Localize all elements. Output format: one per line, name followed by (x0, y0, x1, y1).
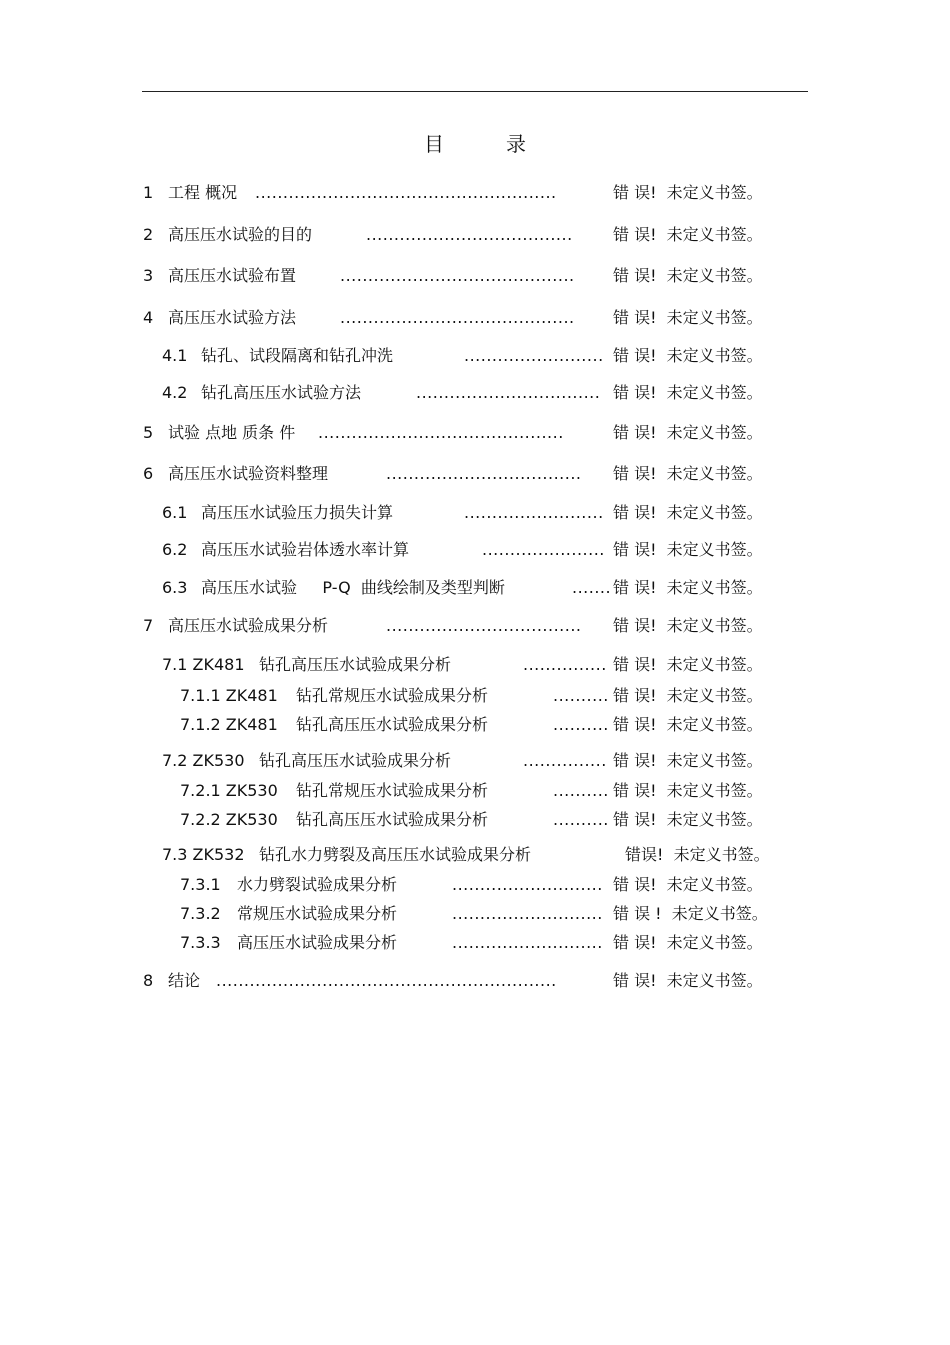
toc-number: 7.1 ZK481 (162, 655, 245, 674)
toc-entry[interactable] (0, 614, 950, 638)
toc-label: 高压压水试验的目的 (168, 225, 313, 244)
toc-page-ref: 错 误! 未定义书签。 (613, 715, 763, 734)
toc-label: 试验 点地 质条 件 (168, 423, 296, 442)
toc-entry[interactable] (0, 421, 950, 445)
toc-label: 钻孔常规压水试验成果分析 (296, 781, 489, 800)
toc-number: 6 (143, 464, 154, 483)
toc-entry[interactable] (0, 501, 950, 525)
toc-leader: .......... (553, 715, 609, 734)
toc-number: 6.1 (162, 503, 188, 522)
toc-entry[interactable] (0, 381, 950, 405)
toc-number: 7.2 ZK530 (162, 751, 245, 770)
toc-leader: .......................................... (340, 308, 575, 327)
toc-leader: ........................... (452, 875, 603, 894)
toc-label: 钻孔高压压水试验成果分析 (296, 715, 489, 734)
toc-number: 4.2 (162, 383, 188, 402)
toc-number: 7.1.1 ZK481 (180, 686, 278, 705)
toc-label: 钻孔、试段隔离和钻孔冲洗 (201, 346, 394, 365)
toc-page-ref: 错 误! 未定义书签。 (613, 383, 763, 402)
toc-page-ref: 错 误! 未定义书签。 (613, 183, 763, 202)
toc-leader: ..................................... (366, 225, 573, 244)
toc-number: 7.3.2 (180, 904, 221, 923)
toc-leader: .......... (553, 686, 609, 705)
toc-number: 7.3.3 (180, 933, 221, 952)
toc-entry[interactable] (0, 843, 950, 867)
toc-entry[interactable] (0, 873, 950, 897)
toc-leader: .......................................... (340, 266, 575, 285)
toc-entry[interactable] (0, 749, 950, 773)
toc-label: 高压压水试验资料整理 (168, 464, 329, 483)
toc-label: 高压压水试验布置 (168, 266, 297, 285)
toc-page-ref: 错 误! 未定义书签。 (613, 423, 763, 442)
toc-number: 2 (143, 225, 154, 244)
toc-entry[interactable] (0, 808, 950, 832)
toc-label: 钻孔高压压水试验成果分析 (259, 655, 452, 674)
toc-page-ref: 错 误! 未定义书签。 (613, 540, 763, 559)
toc-entry[interactable] (0, 779, 950, 803)
toc-page-ref: 错 误! 未定义书签。 (613, 933, 763, 952)
toc-page-ref: 错 误! 未定义书签。 (613, 225, 763, 244)
toc-leader: ....... (572, 578, 612, 597)
toc-label: 钻孔高压压水试验方法 (201, 383, 362, 402)
toc-entry[interactable] (0, 264, 950, 288)
toc-entry[interactable] (0, 538, 950, 562)
toc-leader: ........................... (452, 933, 603, 952)
toc-entry[interactable] (0, 902, 950, 926)
toc-number: 7.3.1 (180, 875, 221, 894)
toc-entry[interactable] (0, 969, 950, 993)
toc-leader: ................................... (386, 616, 582, 635)
toc-label: 钻孔高压压水试验成果分析 (259, 751, 452, 770)
toc-entry[interactable] (0, 684, 950, 708)
toc-leader: ........................... (452, 904, 603, 923)
toc-label: 高压压水试验 P-Q 曲线绘制及类型判断 (201, 578, 505, 597)
toc-entry[interactable] (0, 713, 950, 737)
toc-number: 4 (143, 308, 154, 327)
toc-number: 3 (143, 266, 154, 285)
toc-page-ref: 错 误 ! 未定义书签。 (613, 904, 768, 923)
toc-page-ref: 错 误! 未定义书签。 (613, 751, 763, 770)
toc-number: 5 (143, 423, 154, 442)
toc-page-ref: 错 误! 未定义书签。 (613, 464, 763, 483)
toc-page-ref: 错 误! 未定义书签。 (613, 503, 763, 522)
toc-entry[interactable] (0, 931, 950, 955)
toc-label: 钻孔常规压水试验成果分析 (296, 686, 489, 705)
toc-page-ref: 错 误! 未定义书签。 (613, 308, 763, 327)
toc-leader: .......... (553, 781, 609, 800)
toc-page-ref: 错 误! 未定义书签。 (613, 686, 763, 705)
toc-number: 7.3 ZK532 (162, 845, 245, 864)
toc-leader: .......... (553, 810, 609, 829)
toc-entry[interactable] (0, 462, 950, 486)
toc-leader: ...................................................... (255, 183, 557, 202)
toc-number: 7.1.2 ZK481 (180, 715, 278, 734)
toc-leader: ................................. (416, 383, 601, 402)
toc-label: 钻孔水力劈裂及高压压水试验成果分析 (259, 845, 532, 864)
toc-number: 1 (143, 183, 154, 202)
toc-entry[interactable] (0, 576, 950, 600)
toc-leader: ............... (523, 751, 607, 770)
toc-number: 6.2 (162, 540, 188, 559)
toc-label: 高压压水试验压力损失计算 (201, 503, 394, 522)
toc-leader: ............... (523, 655, 607, 674)
toc-page-ref: 错误! 未定义书签。 (625, 845, 770, 864)
toc-page-ref: 错 误! 未定义书签。 (613, 781, 763, 800)
toc-page-ref: 错 误! 未定义书签。 (613, 346, 763, 365)
toc-entry[interactable] (0, 306, 950, 330)
toc-page-ref: 错 误! 未定义书签。 (613, 971, 763, 990)
toc-page-ref: 错 误! 未定义书签。 (613, 655, 763, 674)
toc-label: 结论 (168, 971, 201, 990)
toc-entry[interactable] (0, 344, 950, 368)
toc-page-ref: 错 误! 未定义书签。 (613, 810, 763, 829)
toc-number: 7.2.2 ZK530 (180, 810, 278, 829)
toc-leader: ......................... (464, 346, 604, 365)
toc-number: 4.1 (162, 346, 188, 365)
toc-label: 常规压水试验成果分析 (237, 904, 398, 923)
toc-leader: ...................... (482, 540, 605, 559)
toc-label: 高压压水试验岩体透水率计算 (201, 540, 410, 559)
toc-page-ref: 错 误! 未定义书签。 (613, 616, 763, 635)
toc-number: 7.2.1 ZK530 (180, 781, 278, 800)
toc-leader: ......................... (464, 503, 604, 522)
toc-page-ref: 错 误! 未定义书签。 (613, 266, 763, 285)
toc-leader: ............................................ (318, 423, 564, 442)
toc-number: 7 (143, 616, 154, 635)
toc-label: 钻孔高压压水试验成果分析 (296, 810, 489, 829)
toc-number: 6.3 (162, 578, 188, 597)
toc-page-ref: 错 误! 未定义书签。 (613, 875, 763, 894)
toc-leader: ............................................................. (216, 971, 557, 990)
toc-entry[interactable] (0, 653, 950, 677)
toc-label: 工程 概况 (168, 183, 238, 202)
toc-page-ref: 错 误! 未定义书签。 (613, 578, 763, 597)
toc-label: 高压压水试验方法 (168, 308, 297, 327)
toc-number: 8 (143, 971, 154, 990)
page-title: 目录 (424, 132, 588, 156)
toc-entry[interactable] (0, 181, 950, 205)
toc-entry[interactable] (0, 223, 950, 247)
toc-label: 高压压水试验成果分析 (237, 933, 398, 952)
toc-leader: ................................... (386, 464, 582, 483)
toc-label: 高压压水试验成果分析 (168, 616, 329, 635)
toc-label: 水力劈裂试验成果分析 (237, 875, 398, 894)
